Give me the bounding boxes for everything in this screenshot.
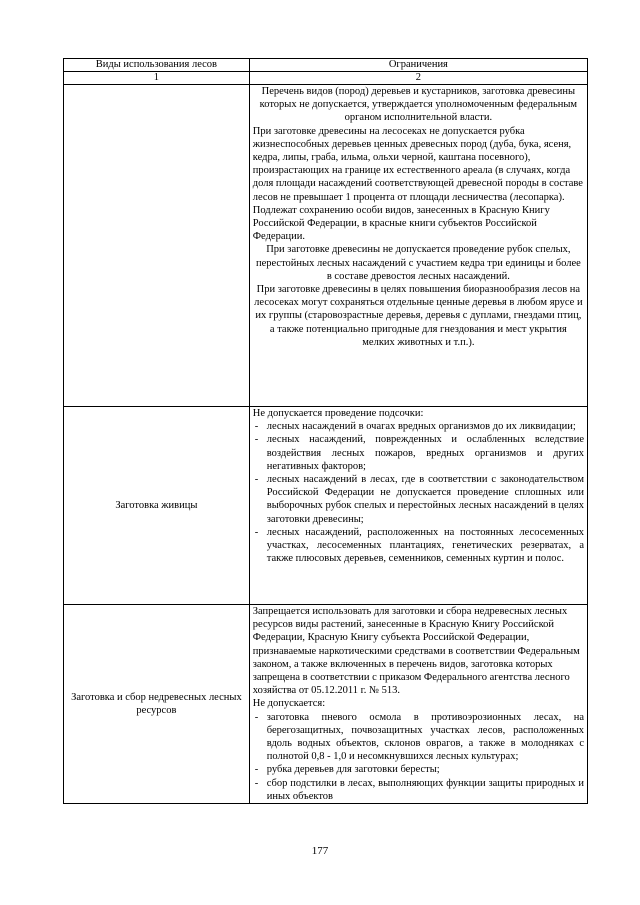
restrictions-table	[63, 58, 588, 804]
col-number-1: 1	[64, 72, 250, 85]
list-item: - лесных насаждений в очагах вредных организмов до их ликвидации;	[253, 420, 584, 433]
column-number-row	[64, 72, 588, 85]
list-item: - лесных насаждений, расположенных на постоянных лесосеменных участках, лесосеменных плантациях, генетических резерватах, а также плюсовых деревьев, семенников, семенных куртин и полос.	[253, 526, 584, 566]
list-item: - сбор подстилки в лесах, выполняющих функции защиты природных и иных объектов	[253, 777, 584, 803]
header-usage-types: Виды использования лесов	[64, 59, 250, 72]
row1-paragraph: При заготовке древесины в целях повышения биоразнообразия лесов на лесосеках могут сохраняться отдельные ценные деревья в любом ярусе и их группы (старовозрастные деревья, деревья с дуплами, гнездами птиц, а также потенциально пригодные для гнездования и мест укрытия мелких животных и т.п.).	[254, 284, 583, 348]
table-row	[64, 605, 588, 804]
row1-paragraph: При заготовке древесины на лесосеках не допускается рубка жизнеспособных деревьев ценных древесных пород (дуба, бука, ясеня, кедра, липы, граба, ильма, ольхи черной, каштана посевного), произрастающих на границе их естественного ареала (в случаях, когда доля площади насаждений соответствующей древесной породы в составе лесов не превышает 1 процента от площади лесничества (лесопарка). Подлежат сохранению особи видов, занесенных в Красную Книгу Российской Федерации, в красные книги субъектов Российской Федерации.	[252, 125, 583, 243]
list-item: - рубка деревьев для заготовки бересты;	[253, 763, 584, 776]
row2-usage-type: Заготовка живицы	[64, 407, 250, 605]
list-item: - лесных насаждений в лесах, где в соответствии с законодательством Российской Федерации не допускается проведение сплошных или выборочных рубок спелых и перестойных лесных насаждений в целях заготовки древесины;	[253, 473, 584, 526]
list-item: - лесных насаждений, поврежденных и ослабленных вследствие воздействия лесных пожаров, вредных организмов и других негативных факторов;	[253, 433, 584, 473]
table-header-row	[64, 59, 588, 72]
row1-restrictions	[249, 85, 587, 407]
table-row	[64, 85, 588, 407]
row2-restrictions	[249, 407, 587, 605]
row2-intro: Не допускается проведение подсочки:	[252, 408, 424, 419]
row3-list	[253, 711, 584, 803]
page-number: 177	[311, 845, 329, 857]
row3-usage-type: Заготовка и сбор недревесных лесных ресурсов	[64, 605, 250, 804]
row2-list	[253, 420, 584, 565]
document-page	[63, 58, 588, 804]
col-number-2: 2	[249, 72, 587, 85]
table-row	[64, 407, 588, 605]
row3-restrictions	[249, 605, 587, 804]
row3-paragraph: Запрещается использовать для заготовки и сбора недревесных лесных ресурсов виды растений, занесенные в Красную Книгу Российской Федерации, Красную Книгу субъекта Российской Федерации, признаваемые наркотическими средствами в соответствии Федеральным законом, а также включенных в перечень видов, заготовка которых запрещена в соответствии с приказом Федерального агентства лесного хозяйства от 05.12.2011 г. № 513.	[252, 606, 580, 697]
header-restrictions: Ограничения	[249, 59, 587, 72]
row1-usage-type	[64, 85, 250, 407]
row1-paragraph: При заготовке древесины не допускается проведение рубок спелых, перестойных лесных насаждений с участием кедра три единицы и более в составе древостоя лесных насаждений.	[255, 244, 581, 282]
list-item: - заготовка пневого осмола в противоэрозионных лесах, на берегозащитных, почвозащитных участках лесов, расположенных вдоль водных объектов, склонов оврагов, а также в молодняках с полнотой 0,8 - 1,0 и несомкнувшихся лесных культурах;	[253, 711, 584, 764]
row3-intro: Не допускается:	[252, 698, 326, 710]
row1-paragraph: Перечень видов (пород) деревьев и кустарников, заготовка древесины которых не допускается, утверждается уполномоченным федеральным органом исполнительной власти.	[259, 86, 578, 124]
